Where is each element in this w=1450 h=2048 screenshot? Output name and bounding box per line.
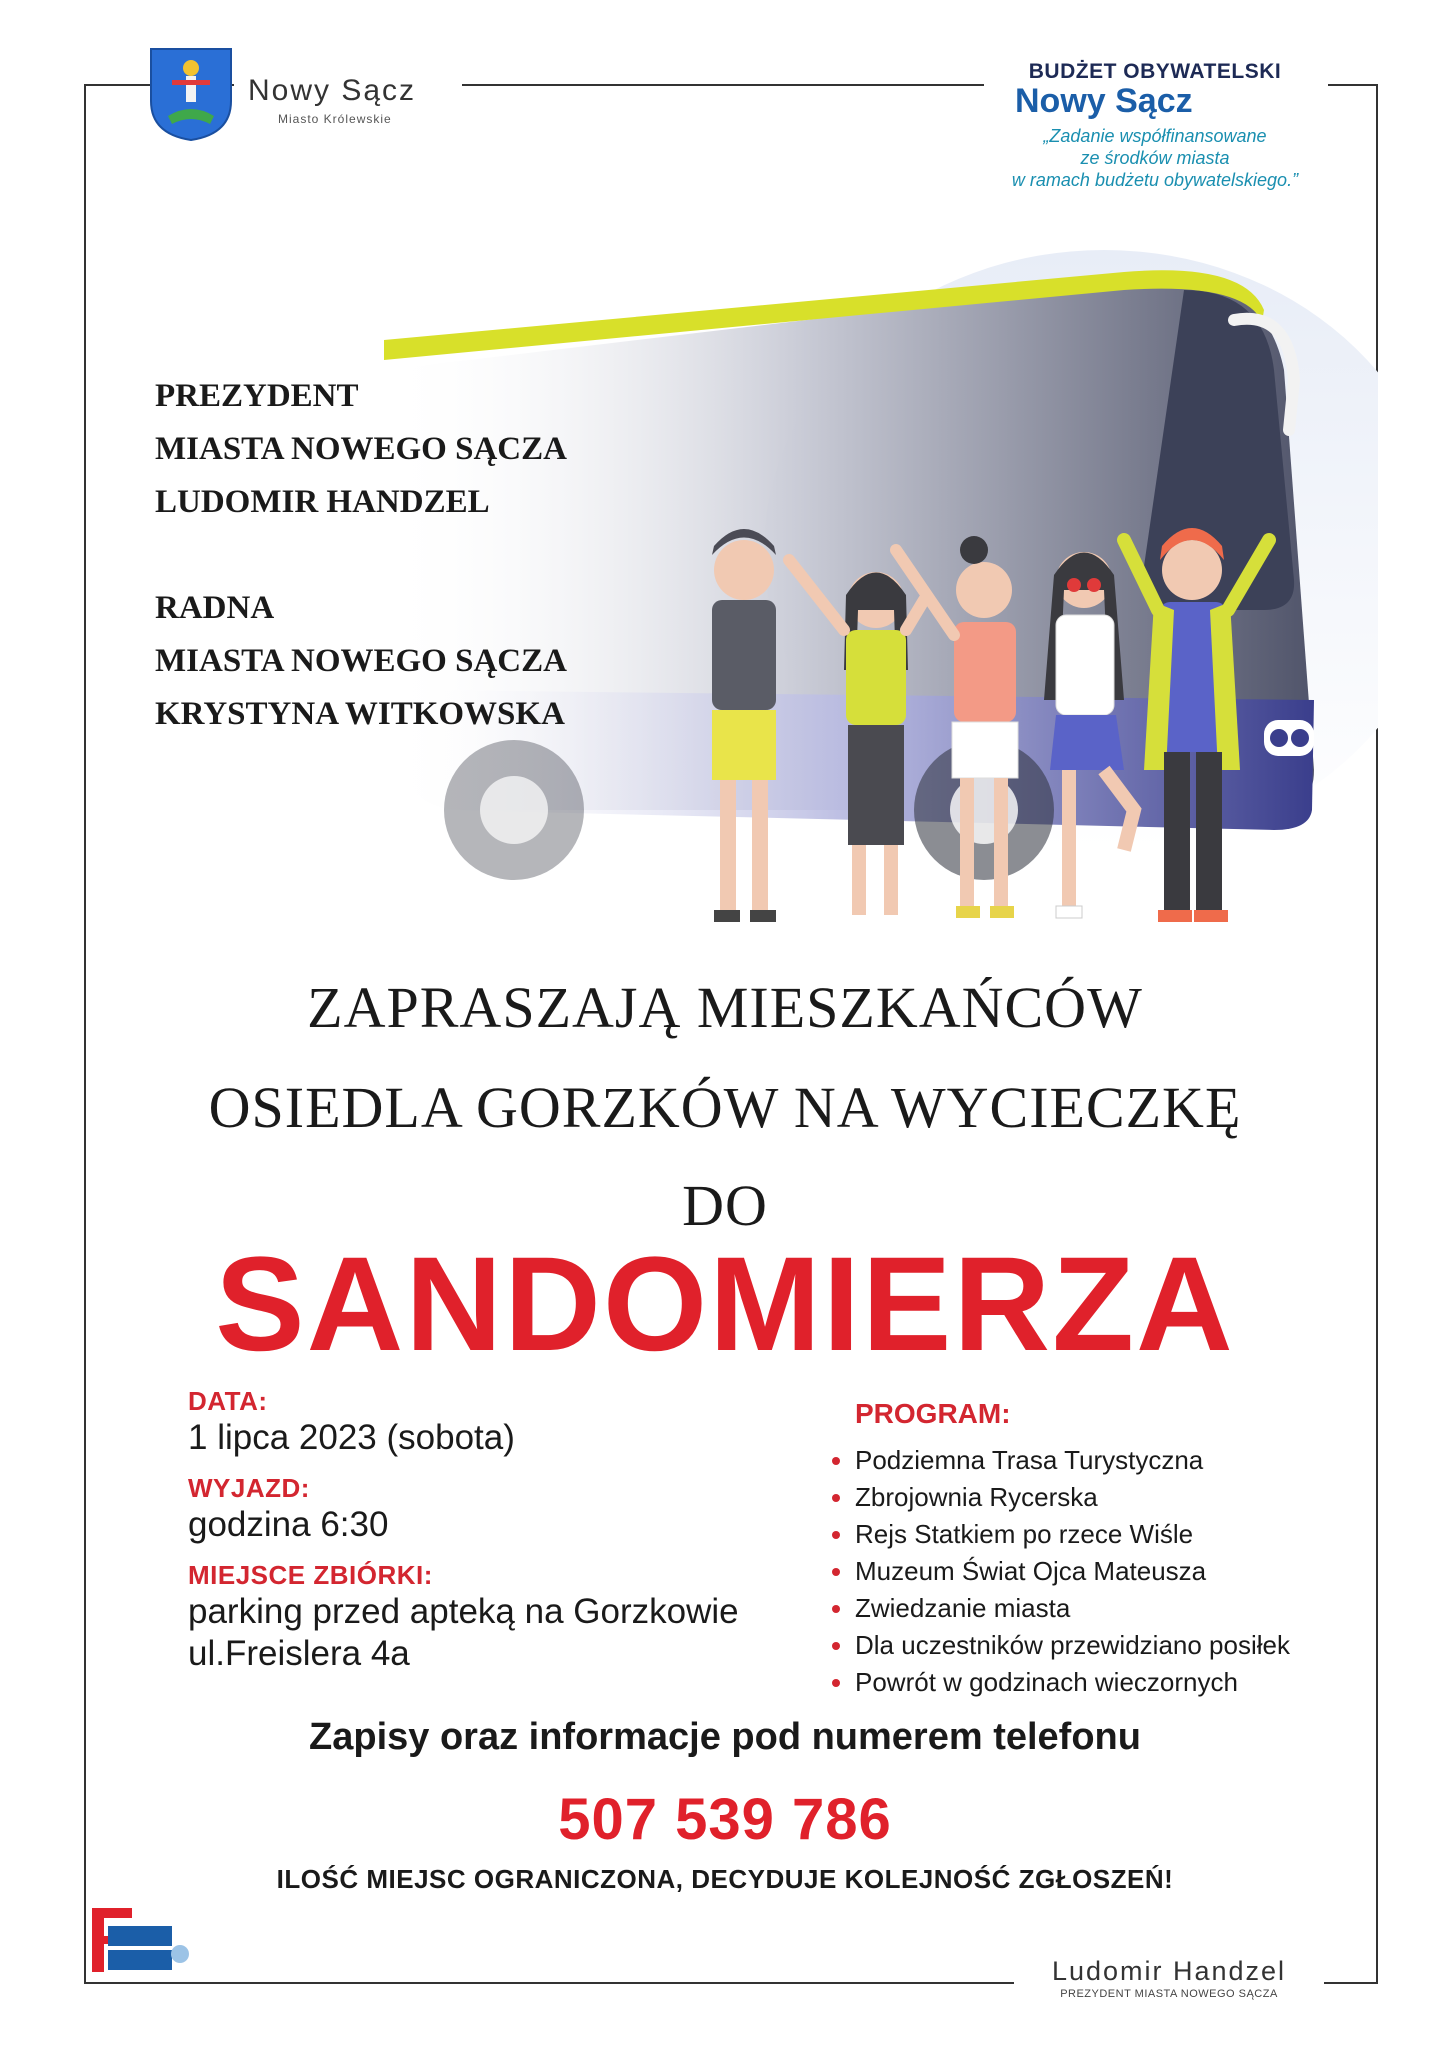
program-title: PROGRAM: [855, 1398, 1011, 1429]
phone-number: 507 539 786 [558, 1787, 892, 1852]
signup-text: Zapisy oraz informacje pod numerem telefonu [309, 1716, 1141, 1758]
program-item [830, 1516, 1350, 1553]
departure-label: WYJAZD: [188, 1473, 310, 1503]
program-item [830, 1479, 1350, 1516]
program-list [830, 1442, 1350, 1701]
bullet-icon [832, 1531, 840, 1539]
limited-seats-notice: ILOŚĆ MIEJSC OGRANICZONA, DECYDUJE KOLEJNOŚĆ ZGŁOSZEŃ! [276, 1864, 1174, 1894]
program-item [830, 1442, 1350, 1479]
bullet-icon [832, 1679, 840, 1687]
program-item-text: Rejs Statkiem po rzece Wiśle [855, 1519, 1194, 1549]
person-boy-grey-shirt [712, 529, 776, 922]
organizer-line: RADNA [155, 590, 275, 626]
budget-title: BUDŻET OBYWATELSKI [1028, 60, 1282, 83]
bullet-icon [832, 1568, 840, 1576]
city-coat-of-arms-icon [148, 46, 234, 142]
program-item-text: Zbrojownia Rycerska [855, 1482, 1098, 1512]
organizer-line: LUDOMIR HANDZEL [155, 484, 490, 520]
frame-line [84, 1982, 1014, 1984]
bullet-icon [832, 1605, 840, 1613]
meeting-point-value [188, 1591, 808, 1675]
program-section [830, 1398, 1350, 1701]
destination-title: SANDOMIERZA [215, 1230, 1235, 1379]
signature-name: Ludomir Handzel [1051, 1956, 1287, 1986]
meeting-point-line: ul.Freislera 4a [188, 1634, 410, 1673]
foundation-logo-icon [92, 1902, 192, 1978]
budget-note-line: w ramach budżetu obywatelskiego.” [1011, 170, 1299, 190]
bus-wheel [444, 740, 584, 880]
budget-note [990, 125, 1320, 191]
invitation-line: OSIEDLA GORZKÓW NA WYCIECZKĘ [208, 1075, 1242, 1140]
program-item-text: Dla uczestników przewidziano posiłek [855, 1630, 1290, 1660]
organizer-president [155, 370, 567, 529]
organizer-line: PREZYDENT [155, 378, 359, 414]
date-value: 1 lipca 2023 (sobota) [188, 1418, 515, 1457]
organizer-line: KRYSTYNA WITKOWSKA [155, 696, 565, 732]
frame-line [462, 84, 984, 86]
meeting-point-label: MIEJSCE ZBIÓRKI: [188, 1560, 433, 1590]
meeting-point-line: parking przed apteką na Gorzkowie [188, 1592, 739, 1631]
date-label: DATA: [188, 1386, 268, 1416]
bullet-icon [832, 1457, 840, 1465]
program-item [830, 1664, 1350, 1701]
city-name: Nowy Sącz [248, 74, 417, 107]
organizer-councillor [155, 582, 567, 741]
bus-headlights [1264, 720, 1314, 756]
trip-details [188, 1386, 808, 1689]
program-item [830, 1627, 1350, 1664]
frame-line [1328, 84, 1378, 86]
invitation-line: ZAPRASZAJĄ MIESZKAŃCÓW [307, 975, 1143, 1040]
program-item [830, 1553, 1350, 1590]
program-item-text: Powrót w godzinach wieczornych [855, 1667, 1238, 1697]
program-item-text: Podziemna Trasa Turystyczna [855, 1445, 1204, 1475]
program-item-text: Zwiedzanie miasta [855, 1593, 1071, 1623]
signature-title: PREZYDENT MIASTA NOWEGO SĄCZA [1060, 1988, 1278, 2000]
program-item-text: Muzeum Świat Ojca Mateusza [855, 1556, 1207, 1586]
city-subtitle: Miasto Królewskie [278, 112, 392, 126]
budget-note-line: „Zadanie współfinansowane [1043, 126, 1267, 146]
organizer-line: MIASTA NOWEGO SĄCZA [155, 643, 567, 679]
budget-note-line: ze środków miasta [1080, 148, 1230, 168]
departure-value: godzina 6:30 [188, 1505, 389, 1544]
organizer-line: MIASTA NOWEGO SĄCZA [155, 431, 567, 467]
budget-city: Nowy Sącz [1015, 82, 1193, 120]
frame-line [1324, 1982, 1378, 1984]
budget-block [990, 60, 1320, 191]
invitation-line: DO [682, 1173, 768, 1238]
bullet-icon [832, 1494, 840, 1502]
bullet-icon [832, 1642, 840, 1650]
program-item [830, 1590, 1350, 1627]
